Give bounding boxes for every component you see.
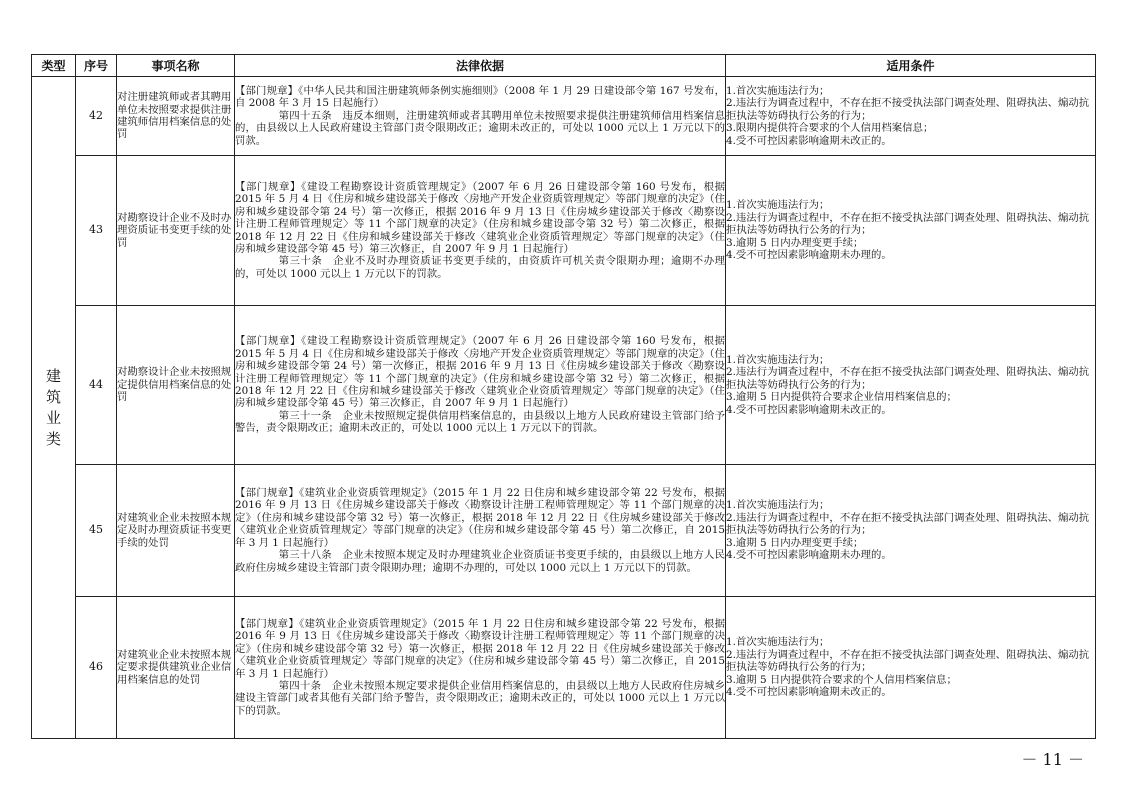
row-number: 46 — [76, 597, 117, 739]
condition-item: 3.限期内提供符合要求的个人信用档案信息； — [726, 122, 934, 135]
basis-source: 【部门规章】《建筑业企业资质管理规定》（2015 年 1 月 22 日住房和城乡建设部令第 22 号发布，根据 2016 年 9 月 13 日《住房城乡建设部关于修改〈勘察设计注册工程师管理规定〉等 11 个部门规章的决定》（住房和城乡建设部令第 32 号）第一次修正，根据 2018 年 12 月 22 日《住房城乡建设部关于修改〈建筑业企业资质管理规定〉等部门规章的决定》（住房和城乡建设部令第 45 号）第二次修正，自 2015 年 3 月 1 日起施行） — [235, 617, 725, 680]
condition-item: 1.首次实施违法行为； — [726, 84, 830, 97]
condition-item: 3.逾期 5 日内提供符合要求企业信用档案信息的； — [726, 391, 957, 404]
legal-basis — [235, 77, 726, 156]
basis-source: 【部门规章】《建设工程勘察设计资质管理规定》（2007 年 6 月 26 日建设部令第 160 号发布，根据 2015 年 5 月 4 日《住房和城乡建设部关于修改〈房地产开发企业资质管理规定〉等部门规章的决定》（住房和城乡建设部令第 24 号）第一次修正，根据 2016 年 9 月 13 日《住房城乡建设部关于修改〈勘察设计注册工程师管理规定〉等 11 个部门规章的决定》（住房和城乡建设部令第 32 号）第二次修正，根据 2018 年 12 月 22 日《住房和城乡建设部关于修改〈建筑业企业资质管理规定〉等部门规章的决定》（住房和城乡建设部令第 45 号）第三次修正，自 2007 年 9 月 1 日起施行） — [235, 335, 725, 410]
condition-item: 1.首次实施违法行为； — [726, 353, 830, 366]
row-number: 44 — [76, 306, 117, 465]
item-name: 对建筑业企业未按照本规定要求提供建筑业企业信用档案信息的处罚 — [117, 597, 235, 739]
header-number: 序号 — [76, 55, 117, 77]
item-name: 对勘察设计企业不及时办理资质证书变更手续的处罚 — [117, 156, 235, 306]
legal-basis — [235, 306, 726, 465]
condition-item: 1.首次实施违法行为； — [726, 636, 830, 649]
item-name: 对注册建筑师或者其聘用单位未按照要求提供注册建筑师信用档案信息的处罚 — [117, 77, 235, 156]
legal-basis — [235, 465, 726, 597]
header-category: 类型 — [32, 55, 76, 77]
category-char: 建 — [45, 366, 61, 385]
category-char: 业 — [45, 408, 61, 427]
table-header-row — [32, 55, 1096, 77]
header-basis: 法律依据 — [235, 55, 726, 77]
legal-basis — [235, 156, 726, 306]
condition-item: 4.受不可控因素影响逾期未办理的。 — [726, 549, 892, 562]
conditions — [726, 156, 1096, 306]
header-conditions: 适用条件 — [726, 55, 1096, 77]
condition-item: 4.受不可控因素影响逾期未改正的。 — [726, 686, 892, 699]
basis-source: 【部门规章】《建筑业企业资质管理规定》（2015 年 1 月 22 日住房和城乡建设部令第 22 号发布，根据 2016 年 9 月 13 日《住房城乡建设部关于修改〈勘察设计注册工程师管理规定〉等 11 个部门规章的决定》（住房和城乡建设部令第 32 号）第一次修正，根据 2018 年 12 月 22 日《住房城乡建设部关于修改〈建筑业企业资质管理规定〉等部门规章的决定》（住房和城乡建设部令第 45 号）第二次修正，自 2015 年 3 月 1 日起施行） — [235, 487, 725, 549]
row-number: 43 — [76, 156, 117, 306]
conditions — [726, 465, 1096, 597]
condition-item: 2.违法行为调查过程中，不存在拒不接受执法部门调查处理、阻碍执法、煽动抗拒执法等妨碍执行公务的行为； — [726, 648, 1090, 674]
header-item: 事项名称 — [117, 55, 235, 77]
conditions — [726, 306, 1096, 465]
row-number: 45 — [76, 465, 117, 597]
condition-item: 2.违法行为调查过程中，不存在拒不接受执法部门调查处理、阻碍执法、煽动抗拒执法等妨碍执行公务的行为； — [726, 366, 1090, 391]
table-row — [32, 77, 1096, 156]
category-char: 类 — [45, 429, 61, 448]
basis-article: 第四十条 企业未按照本规定要求提供企业信用档案信息的，由县级以上地方人民政府住房城乡建设主管部门或者其他有关部门给予警告，责令限期改正；逾期未改正的，可处以 1000 元以上 1 万元以下的罚款。 — [235, 679, 725, 717]
condition-item: 3.逾期 5 日内办理变更手续； — [726, 236, 864, 249]
category-cell — [32, 77, 76, 739]
condition-item: 2.违法行为调查过程中，不存在拒不接受执法部门调查处理、阻碍执法、煽动抗拒执法等妨碍执行公务的行为； — [726, 97, 1090, 122]
conditions — [726, 77, 1096, 156]
condition-item: 1.首次实施违法行为； — [726, 199, 830, 212]
condition-item: 4.受不可控因素影响逾期未办理的。 — [726, 249, 892, 262]
basis-article: 第三十八条 企业未按照本规定及时办理建筑业企业资质证书变更手续的，由县级以上地方人民政府住房城乡建设主管部门责令限期办理；逾期不办理的，可处以 1000 元以上 1 万元以下的罚款。 — [235, 549, 725, 574]
regulation-table — [31, 54, 1096, 739]
basis-article: 第三十一条 企业未按照规定提供信用档案信息的，由县级以上地方人民政府建设主管部门给予警告，责令限期改正；逾期未改正的，可处以 1000 元以上 1 万元以下的罚款。 — [235, 409, 725, 435]
condition-item: 3.逾期 5 日内提供符合要求的个人信用档案信息； — [726, 673, 957, 686]
item-name: 对建筑业企业未按照本规定及时办理资质证书变更手续的处罚 — [117, 465, 235, 597]
basis-source: 【部门规章】《中华人民共和国注册建筑师条例实施细则》（2008 年 1 月 29 日建设部令第 167 号发布，自 2008 年 3 月 15 日起施行） — [235, 84, 725, 110]
conditions — [726, 597, 1096, 739]
condition-item: 2.违法行为调查过程中，不存在拒不接受执法部门调查处理、阻碍执法、煽动抗拒执法等妨碍执行公务的行为； — [726, 211, 1090, 237]
condition-item: 1.首次实施违法行为； — [726, 499, 830, 512]
basis-article: 第四十五条 违反本细则，注册建筑师或者其聘用单位未按照要求提供注册建筑师信用档案信息的，由县级以上人民政府建设主管部门责令限期改正；逾期未改正的，可处以 1000 元以上 1 万元以下的罚款。 — [235, 109, 725, 147]
table-row — [32, 306, 1096, 465]
row-number: 42 — [76, 77, 117, 156]
table-row — [32, 597, 1096, 739]
condition-item: 3.逾期 5 日内办理变更手续； — [726, 536, 864, 549]
table-row — [32, 465, 1096, 597]
condition-item: 4.受不可控因素影响逾期未改正的。 — [726, 403, 892, 416]
condition-item: 2.违法行为调查过程中，不存在拒不接受执法部门调查处理、阻碍执法、煽动抗拒执法等妨碍执行公务的行为； — [726, 511, 1090, 537]
basis-article: 第三十条 企业不及时办理资质证书变更手续的，由资质许可机关责令限期办理；逾期不办理的，可处以 1000 元以上 1 万元以下的罚款。 — [235, 255, 725, 280]
legal-basis — [235, 597, 726, 739]
condition-item: 4.受不可控因素影响逾期未改正的。 — [726, 134, 892, 147]
item-name: 对勘察设计企业未按照规定提供信用档案信息的处罚 — [117, 306, 235, 465]
category-char: 筑 — [45, 387, 61, 406]
page-number: － 11 － — [1021, 750, 1084, 769]
basis-source: 【部门规章】《建设工程勘察设计资质管理规定》（2007 年 6 月 26 日建设部令第 160 号发布，根据 2015 年 5 月 4 日《住房和城乡建设部关于修改〈房地产开发企业资质管理规定〉等部门规章的决定》（住房和城乡建设部令第 24 号）第一次修正，根据 2016 年 9 月 13 日《住房城乡建设部关于修改〈勘察设计注册工程师管理规定〉等 11 个部门规章的决定》（住房和城乡建设部令第 32 号）第二次修正，根据 2018 年 12 月 22 日《住房和城乡建设部关于修改〈建筑业企业资质管理规定〉等部门规章的决定》（住房和城乡建设部令第 45 号）第三次修正，自 2007 年 9 月 1 日起施行） — [235, 180, 725, 255]
table-row — [32, 156, 1096, 306]
